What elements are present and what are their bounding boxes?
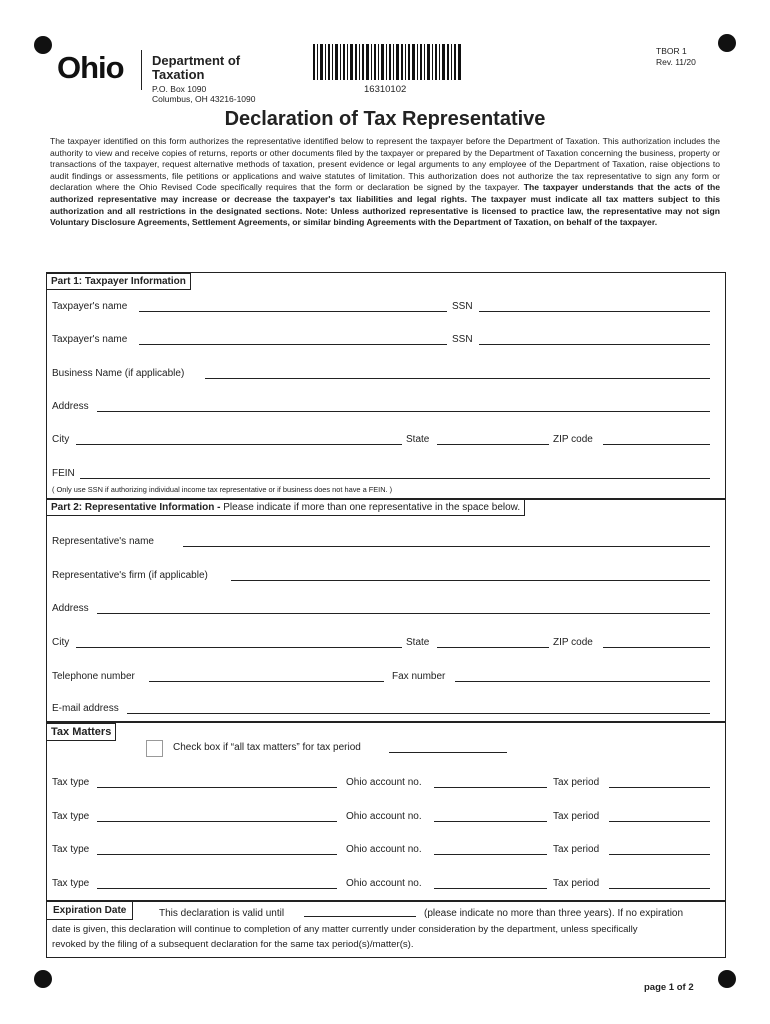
account-label-2: Ohio account no. xyxy=(346,811,422,822)
period-label-1: Tax period xyxy=(553,777,600,788)
registration-mark-top-right xyxy=(718,34,736,52)
part1-section xyxy=(46,272,726,500)
all-tax-matters-checkbox[interactable] xyxy=(146,740,163,757)
dept-name-line2: Taxation xyxy=(152,67,205,82)
logo-divider xyxy=(141,50,142,90)
rep-email-label: E-mail address xyxy=(52,703,119,714)
taxpayer-name-field-1[interactable] xyxy=(139,311,447,312)
rep-firm-label: Representative's firm (if applicable) xyxy=(52,570,208,581)
account-label-4: Ohio account no. xyxy=(346,878,422,889)
ssn-field-1[interactable] xyxy=(479,311,710,312)
tax-type-field-4[interactable] xyxy=(97,888,337,889)
tax-type-label-4: Tax type xyxy=(52,878,90,889)
rep-fax-field[interactable] xyxy=(455,681,710,682)
form-id: TBOR 1 xyxy=(656,46,687,56)
tax-type-label-2: Tax type xyxy=(52,811,90,822)
rep-state-label: State xyxy=(406,637,430,648)
taxpayer-city-label: City xyxy=(52,434,70,445)
rep-phone-field[interactable] xyxy=(149,681,384,682)
taxpayer-name-label-1: Taxpayer's name xyxy=(52,301,128,312)
registration-mark-top-left xyxy=(34,36,52,54)
all-tax-matters-label: Check box if “all tax matters” for tax period xyxy=(173,742,361,753)
intro-plain-text: The taxpayer identified on this form authorizes the representative identified below to represent the taxpayer before the Department of Taxation. This authorization includes the authority to view and receive copies of returns, reports or other documents filed by the taxpayer or prepared by the Department of Taxation concerning the business, property or transactions of the taxpayer, request alternative methods of taxation, present evidence or legal arguments to any employee of the Department of Taxation, raise objections to audit findings or assessments, file petitions or applications and waive statutes of limitation. This authorization does not authorize the tax representative to sign any form or declaration where the Ohio Revised Code specifically requires that the form or declaration be signed by the taxpayer. xyxy=(50,136,720,193)
part1-heading: Part 1: Taxpayer Information xyxy=(46,273,191,290)
expiration-heading: Expiration Date xyxy=(46,901,133,920)
part2-section xyxy=(46,498,726,722)
ssn-label-2: SSN xyxy=(452,334,473,345)
ohio-logo: Ohio xyxy=(57,50,124,85)
page-number: page 1 of 2 xyxy=(644,982,694,993)
taxpayer-address-label: Address xyxy=(52,401,89,412)
barcode xyxy=(313,44,463,80)
rep-address-field[interactable] xyxy=(97,613,710,614)
account-field-4[interactable] xyxy=(434,888,547,889)
part2-heading-bold: Part 2: Representative Information - xyxy=(51,502,221,513)
part2-heading xyxy=(46,499,525,516)
all-tax-matters-period-field[interactable] xyxy=(389,752,507,753)
tax-type-label-1: Tax type xyxy=(52,777,90,788)
ssn-field-2[interactable] xyxy=(479,344,710,345)
business-name-label: Business Name (if applicable) xyxy=(52,368,185,379)
taxpayer-zip-label: ZIP code xyxy=(553,434,593,445)
expiration-text-3: date is given, this declaration will continue to completion of any matter currently under consideration by the department, unless specifically xyxy=(52,924,638,935)
rep-name-label: Representative's name xyxy=(52,536,154,547)
expiration-text-2: (please indicate no more than three years). If no expiration xyxy=(424,908,684,919)
period-label-3: Tax period xyxy=(553,844,600,855)
fein-note: ( Only use SSN if authorizing individual income tax representative or if business does not have a FEIN. ) xyxy=(52,485,393,494)
period-field-3[interactable] xyxy=(609,854,710,855)
rep-fax-label: Fax number xyxy=(392,671,446,682)
tax-type-field-1[interactable] xyxy=(97,787,337,788)
rep-zip-label: ZIP code xyxy=(553,637,593,648)
rep-zip-field[interactable] xyxy=(603,647,710,648)
part2-heading-plain: Please indicate if more than one representative in the space below. xyxy=(220,502,521,513)
ssn-label-1: SSN xyxy=(452,301,473,312)
registration-mark-bottom-left xyxy=(34,970,52,988)
taxpayer-name-label-2: Taxpayer's name xyxy=(52,334,128,345)
period-field-2[interactable] xyxy=(609,821,710,822)
tax-type-field-3[interactable] xyxy=(97,854,337,855)
account-field-3[interactable] xyxy=(434,854,547,855)
taxpayer-address-field[interactable] xyxy=(97,411,710,412)
expiration-text-1: This declaration is valid until xyxy=(159,908,285,919)
fein-field[interactable] xyxy=(80,478,710,479)
dept-name-line1: Department of xyxy=(152,53,241,68)
form-revision: Rev. 11/20 xyxy=(656,57,696,67)
registration-mark-bottom-right xyxy=(718,970,736,988)
tax-type-field-2[interactable] xyxy=(97,821,337,822)
intro-bold-text: The taxpayer understands that the acts of the authorized representative may increase or decrease the taxpayer's tax liabilities and legal rights. The taxpayer must indicate all tax matters subject to this authorization and all restrictions in the designated sections. Note: Unless authorized representative is licensed to practice law, the representative may not sign Voluntary Disclosure Agreements, Settlement Agreements, or similar binding Agreements with the Department of Taxation, on behalf of the taxpayer. xyxy=(50,182,721,228)
taxpayer-state-label: State xyxy=(406,434,430,445)
period-label-2: Tax period xyxy=(553,811,600,822)
rep-state-field[interactable] xyxy=(437,647,549,648)
tax-type-label-3: Tax type xyxy=(52,844,90,855)
fein-label: FEIN xyxy=(52,468,75,479)
intro-paragraph xyxy=(50,136,720,229)
account-label-1: Ohio account no. xyxy=(346,777,422,788)
rep-address-label: Address xyxy=(52,603,89,614)
tax-matters-heading: Tax Matters xyxy=(46,723,116,741)
taxpayer-zip-field[interactable] xyxy=(603,444,710,445)
period-field-4[interactable] xyxy=(609,888,710,889)
rep-phone-label: Telephone number xyxy=(52,671,135,682)
rep-city-field[interactable] xyxy=(76,647,402,648)
account-field-1[interactable] xyxy=(434,787,547,788)
rep-name-field[interactable] xyxy=(183,546,710,547)
expiration-date-field[interactable] xyxy=(304,916,416,917)
rep-firm-field[interactable] xyxy=(231,580,710,581)
period-label-4: Tax period xyxy=(553,878,600,889)
expiration-text-4: revoked by the filing of a subsequent declaration for the same tax period(s)/matter(s). xyxy=(52,939,414,950)
dept-address-line1: P.O. Box 1090 xyxy=(152,84,207,94)
barcode-number: 16310102 xyxy=(364,84,407,95)
account-field-2[interactable] xyxy=(434,821,547,822)
rep-city-label: City xyxy=(52,637,70,648)
form-title: Declaration of Tax Representative xyxy=(224,108,546,130)
taxpayer-name-field-2[interactable] xyxy=(139,344,447,345)
rep-email-field[interactable] xyxy=(127,713,710,714)
taxpayer-state-field[interactable] xyxy=(437,444,549,445)
period-field-1[interactable] xyxy=(609,787,710,788)
business-name-field[interactable] xyxy=(205,378,710,379)
taxpayer-city-field[interactable] xyxy=(76,444,402,445)
dept-address-line2: Columbus, OH 43216-1090 xyxy=(152,94,256,104)
account-label-3: Ohio account no. xyxy=(346,844,422,855)
